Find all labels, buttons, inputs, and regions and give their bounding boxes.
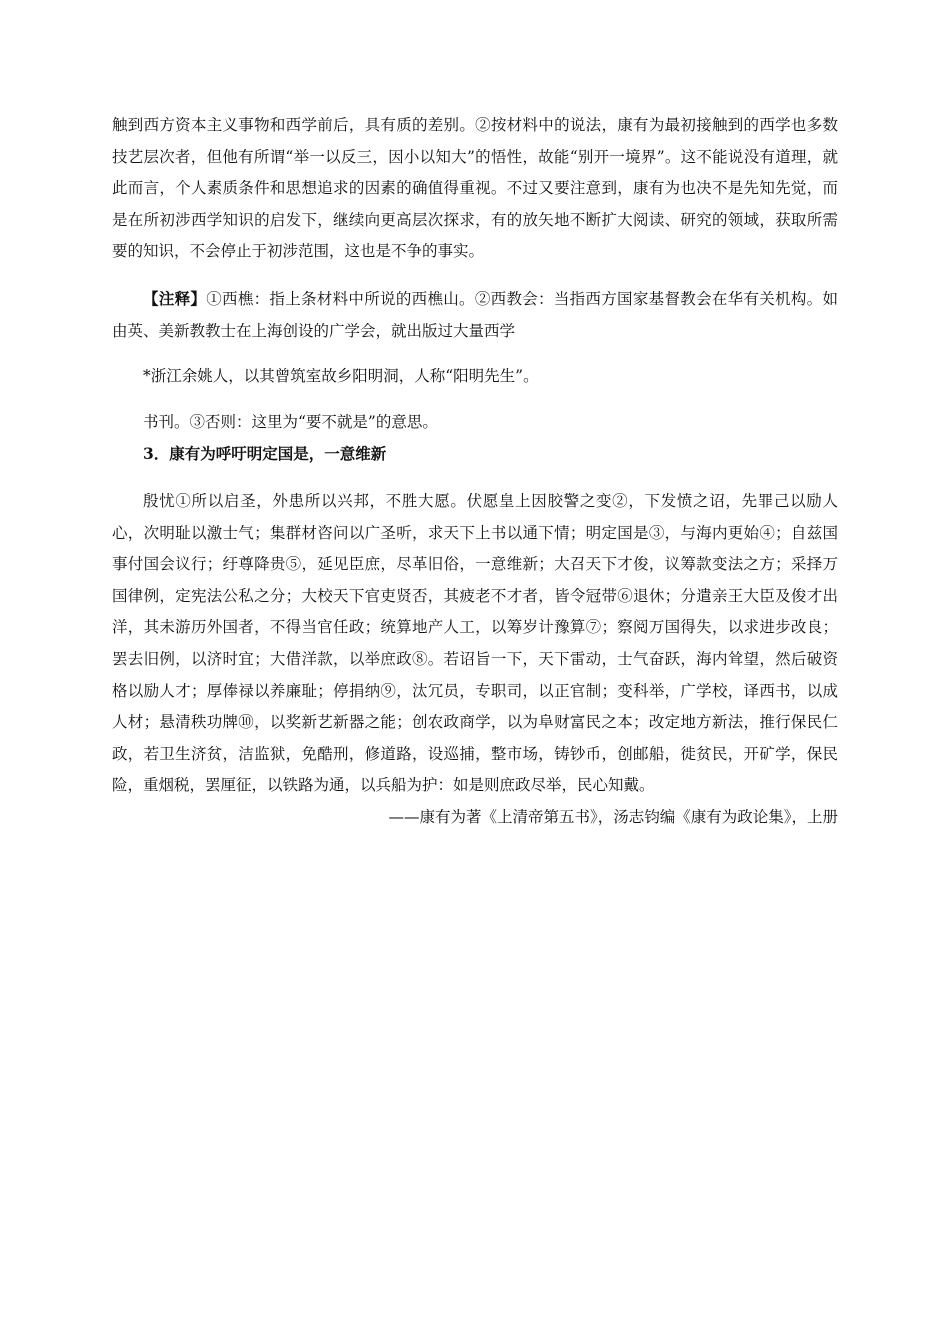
document-page [112,110,838,833]
main-quote-paragraph: 殷忧①所以启圣，外患所以兴邦，不胜大愿。伏愿皇上因胶警之变②，下发愤之诏，先罪己以励人心，次明耻以激士气；集群材咨问以广圣听，求天下上书以通下情；明定国是③，与海内更始④；自兹国事付国会议行；纡尊降贵⑤，延见臣庶，尽革旧俗，一意维新；大召天下才俊，议筹款变法之方；采择万国律例，定宪法公私之分；大校天下官吏贤否，其疲老不才者，皆令冠带⑥退休；分遣亲王大臣及俊才出洋，其未游历外国者，不得当官任政；统算地产人工，以筹岁计豫算⑦；察阅万国得失，以求进步改良；罢去旧例，以济时宜；大借洋款，以举庶政⑧。若诏旨一下，天下雷动，士气奋跃，海内耸望，然后破资格以励人才；厚俸禄以养廉耻；停捐纳⑨，汰冗员，专职司，以正官制；变科举，广学校，译西书，以成人材；悬清秩功牌⑩，以奖新艺新器之能；创农政商学，以为阜财富民之本；改定地方新法，推行保民仁政，若卫生济贫，洁监狱，免酷刑，修道路，设巡捕，整市场，铸钞币，创邮船，徙贫民，开矿学，保民险，重烟税，罢厘征，以铁路为通，以兵船为护：如是则庶政尽举，民心知戴。 [112,491,838,795]
note-continuation-paragraph: 书刊。③否则：这里为“要不就是”的意思。 [143,412,438,431]
continuation-paragraph: 触到西方资本主义事物和西学前后，具有质的差别。②按材料中的说法，康有为最初接触到的西学也多数技艺层次者，但他有所谓“举一以反三，因小以知大”的悟性，故能“别开一境界”。这不能说没有道理，就此而言，个人素质条件和思想追求的因素的确值得重视。不过又要注意到，康有为也决不是先知先觉，而是在所初涉西学知识的启发下，继续向更高层次探求，有的放矢地不断扩大阅读、研究的领域，获取所需要的知识，不会停止于初涉范围，这也是不争的事实。 [112,116,838,261]
footnote-paragraph: *浙江余姚人，以其曾筑室故乡阳明洞，人称“阳明先生”。 [143,367,539,386]
note-paragraph [112,283,838,347]
note-text: ①西樵：指上条材料中所说的西樵山。②西教会：当指西方国家基督教会在华有关机构。如由英、美新教教士在上海创设的广学会，就出版过大量西学 [112,289,838,340]
source-citation: ——康有为著《上清帝第五书》，汤志钧编《康有为政论集》，上册 [388,807,838,826]
section-heading: 3．康有为呼吁明定国是，一意维新 [143,444,387,464]
note-label: 【注释】 [143,288,207,308]
